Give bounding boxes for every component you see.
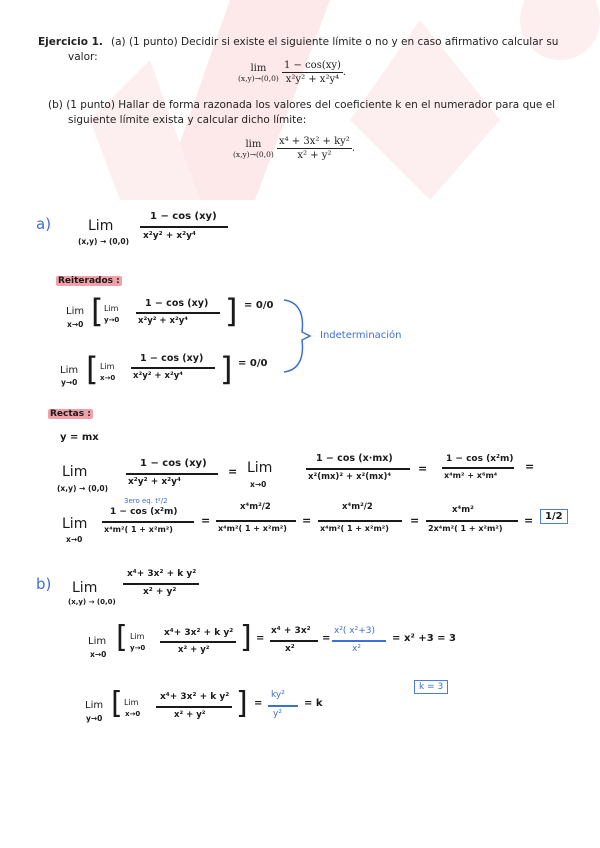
- b-lim-sub: (x,y) → (0,0): [68, 598, 116, 606]
- rc2-denominator4: 2x⁴m²( 1 + x²m²): [428, 524, 503, 533]
- limit-b-formula: lim (x,y)→(0,0) $\frac{\text{x⁴ + 3x² + ky²}}{\text{x² + y²}}$ .: [233, 136, 356, 161]
- reiterados-heading: Reiterados :: [58, 276, 120, 286]
- r1-inner-lim: Lim: [104, 304, 119, 313]
- r2-close-bracket: ]: [220, 350, 233, 388]
- b1-denominator: x² + y²: [178, 645, 210, 655]
- indeterminacion-brace: [282, 296, 312, 376]
- rc2-numerator3: x⁴m²/2: [342, 502, 373, 512]
- rc1-eq: =: [228, 465, 238, 478]
- b2-numerator: x⁴+ 3x² + k y²: [160, 692, 230, 702]
- r2-inner-lim: Lim: [100, 362, 115, 371]
- r1-result: = 0/0: [244, 300, 274, 311]
- a-fraction-bar: [140, 226, 228, 228]
- rc2-numerator4: x⁴m²: [452, 505, 474, 515]
- r1-numerator: 1 − cos (xy): [145, 298, 209, 309]
- rc2-numerator: 1 − cos (x²m): [110, 507, 178, 517]
- b2-denominator: x² + y²: [174, 710, 206, 720]
- b2-eq1: =: [254, 698, 263, 709]
- rc1-numerator3: 1 − cos (x²m): [446, 454, 514, 464]
- b1-inner-sub: y→0: [130, 644, 146, 652]
- r1-close-bracket: ]: [225, 292, 238, 330]
- rc1-lim-sub: (x,y) → (0,0): [57, 484, 109, 493]
- rc1-denominator: x²y² + x²y⁴: [128, 477, 181, 487]
- r2-lim-sub: y→0: [61, 378, 78, 387]
- b-numerator: x⁴+ 3x² + k y²: [127, 569, 197, 579]
- rc2-eq4: =: [524, 514, 534, 527]
- rc2-denominator3: x⁴m²( 1 + x²m²): [320, 524, 389, 533]
- r1-inner-sub: y→0: [104, 316, 120, 324]
- r1-lim-sub: x→0: [67, 320, 84, 329]
- a-numerator: 1 − cos (xy): [150, 211, 217, 222]
- part-a-label: a): [36, 215, 52, 233]
- part-a-text-2: valor:: [68, 51, 98, 63]
- part-b-label: b): [36, 575, 52, 593]
- r2-inner-sub: x→0: [100, 374, 116, 382]
- rc1-lim2-sub: x→0: [250, 480, 267, 489]
- b1-result-bar: [270, 640, 318, 642]
- b2-inner-sub: x→0: [125, 710, 141, 718]
- rc1-fraction-bar: [126, 473, 218, 475]
- rc1-denominator2: x²(mx)² + x²(mx)⁴: [308, 472, 392, 482]
- rc1-lim2: Lim: [247, 460, 273, 476]
- b-denominator: x² + y²: [143, 587, 177, 597]
- r2-result: = 0/0: [238, 358, 268, 369]
- rc2-fraction-bar2: [216, 520, 296, 522]
- rc1-lim: Lim: [62, 464, 88, 480]
- b1-result-den: x²: [285, 644, 295, 654]
- k-value-box: k = 3: [414, 680, 448, 694]
- b1-close-bracket: ]: [240, 620, 252, 655]
- a-lim-sub: (x,y) → (0,0): [78, 237, 130, 246]
- b1-lim-sub: x→0: [90, 650, 107, 659]
- b1-inner-lim: Lim: [130, 632, 145, 641]
- b-lim: Lim: [72, 580, 98, 596]
- limit-a-formula: lim (x,y)→(0,0) $\frac{1 - \cos(xy)}{\text{x²y² + x²y⁴}}$ .: [238, 60, 347, 85]
- indeterminacion-text: Indeterminación: [320, 330, 402, 341]
- b2-lim-sub: y→0: [86, 714, 103, 723]
- rc2-eq2: =: [302, 514, 312, 527]
- b2-open-bracket: [: [111, 686, 123, 721]
- a-denominator: x²y² + x²y⁴: [143, 231, 196, 241]
- a-lim: Lim: [88, 218, 114, 234]
- b1-result-num: x⁴ + 3x²: [271, 626, 311, 636]
- r2-fraction-bar: [131, 367, 215, 369]
- b1-result-num2: x²( x²+3): [334, 626, 376, 636]
- rc1-numerator: 1 − cos (xy): [140, 458, 207, 469]
- b1-eq3: =: [392, 633, 401, 644]
- r2-denominator: x²y² + x²y⁴: [133, 371, 183, 381]
- rc2-fraction-bar3: [318, 520, 402, 522]
- rc2-numerator2: x⁴m²/2: [240, 502, 271, 512]
- rc2-lim: Lim: [62, 516, 88, 532]
- b2-result-den: y²: [273, 709, 282, 719]
- b2-fraction-bar: [156, 706, 232, 708]
- part-a-text: (a) (1 punto) Decidir si existe el siguiente límite o no y en caso afirmativo calcular su: [111, 36, 559, 48]
- b1-eq2: =: [322, 633, 331, 644]
- b2-result-bar: [268, 705, 298, 707]
- r1-open-bracket: [: [91, 292, 104, 330]
- b2-inner-lim: Lim: [124, 698, 139, 707]
- b1-result-den2: x²: [352, 644, 361, 654]
- b1-eq1: =: [256, 633, 265, 644]
- exercise-label: Ejercicio 1.: [38, 36, 103, 48]
- y-equals-mx: y = mx: [60, 432, 99, 443]
- b2-lim: Lim: [85, 700, 104, 711]
- b1-lim: Lim: [88, 636, 107, 647]
- b1-final: x² +3 = 3: [404, 633, 456, 644]
- r1-lim: Lim: [66, 306, 85, 317]
- part-b-text: (b) (1 punto) Hallar de forma razonada los valores del coeficiente k en el numerador para que el: [48, 99, 556, 111]
- rc2-note: 3ero eq. t²/2: [124, 497, 168, 505]
- rc2-denominator: x⁴m²( 1 + x²m²): [104, 525, 173, 534]
- part-b-text-2: siguiente límite exista y calcular dicho límite:: [68, 114, 307, 126]
- b1-numerator: x⁴+ 3x² + k y²: [164, 628, 234, 638]
- rc1-fraction-bar3: [442, 467, 514, 469]
- r1-fraction-bar: [136, 312, 220, 314]
- rc2-fraction-bar: [102, 521, 194, 523]
- b2-result-num: ky²: [271, 690, 285, 700]
- rc1-eq2: =: [418, 462, 428, 475]
- b1-fraction-bar: [160, 641, 236, 643]
- r2-open-bracket: [: [86, 350, 99, 388]
- rc2-lim-sub: x→0: [66, 535, 83, 544]
- rc2-eq1: =: [201, 514, 211, 527]
- b-fraction-bar: [123, 583, 199, 585]
- b2-final: = k: [304, 698, 323, 709]
- r1-denominator: x²y² + x²y⁴: [138, 316, 188, 326]
- rc1-eq3: =: [525, 460, 535, 473]
- rc1-denominator3: x⁴m² + x⁶m⁴: [444, 471, 498, 480]
- r2-lim: Lim: [60, 365, 79, 376]
- rc1-fraction-bar2: [306, 468, 410, 470]
- rc2-fraction-bar4: [426, 520, 518, 522]
- b1-open-bracket: [: [116, 620, 128, 655]
- rc2-denominator2: x⁴m²( 1 + x²m²): [218, 524, 287, 533]
- rc1-numerator2: 1 − cos (x·mx): [316, 453, 393, 464]
- b1-result-bar2: [332, 640, 386, 642]
- rectas-heading: Rectas :: [50, 409, 91, 419]
- r2-numerator: 1 − cos (xy): [140, 353, 204, 364]
- b2-close-bracket: ]: [236, 686, 248, 721]
- rc2-eq3: =: [410, 514, 420, 527]
- a-final-result: 1/2: [540, 509, 568, 524]
